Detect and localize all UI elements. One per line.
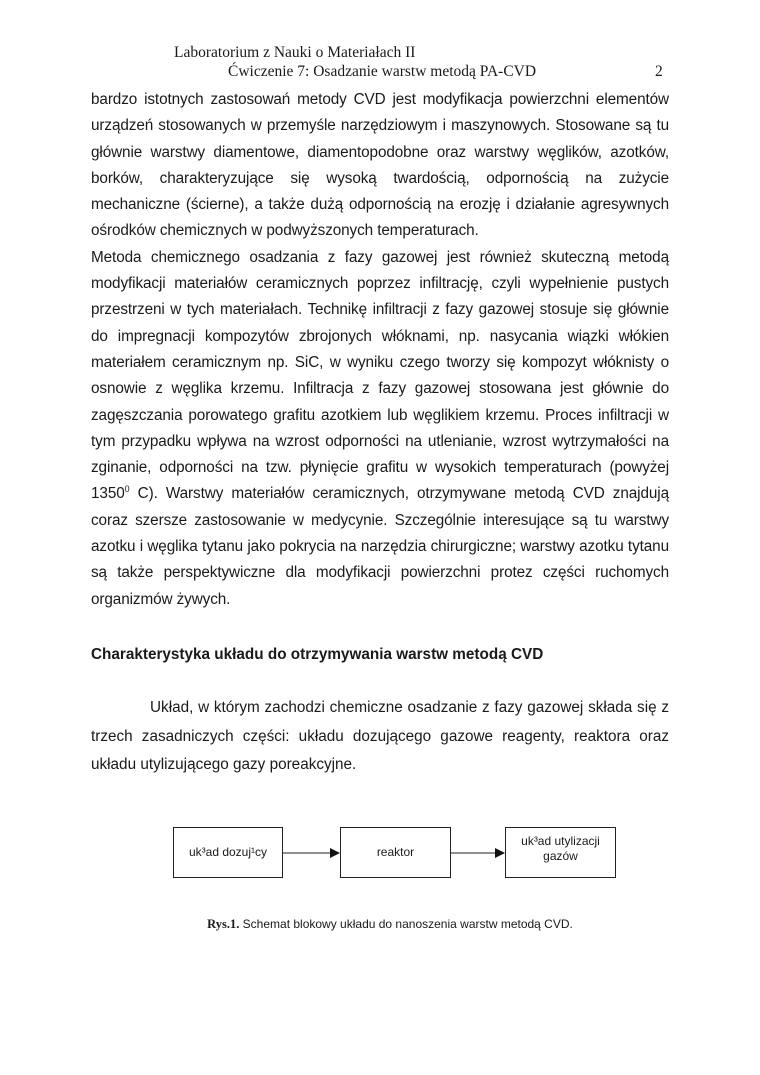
section-intro-paragraph: Układ, w którym zachodzi chemiczne osadzanie z fazy gazowej składa się z trzech zasadniczych części: układu dozującego gazowe reagenty, reaktora oraz układu utylizującego gazy poreakcyjne. <box>91 699 669 773</box>
section-heading: Charakterystyka układu do otrzymywania warstw metodą CVD <box>91 646 544 663</box>
page-number: 2 <box>655 63 663 80</box>
header-course-title: Laboratorium z Nauki o Materiałach II <box>174 44 416 61</box>
diagram-box-reactor-label: reaktor <box>376 845 415 859</box>
arrow-head-dosing-to-reactor <box>330 848 340 858</box>
arrow-head-reactor-to-utilization <box>495 848 505 858</box>
figure-caption-text: Schemat blokowy układu do nanoszenia warstw metodą CVD. <box>239 917 573 931</box>
paragraph-cvd-applications: bardzo istotnych zastosowań metody CVD jest modyfikacja powierzchni elementów urządzeń stosowanych w przemyśle narzędziowym i maszynowych. Stosowane są tu głównie warstwy diamentowe, diamentopodobne oraz warstwy węglików, azotków, borków, charakteryzujące się wysoką twardością, odpornością na zużycie mechaniczne (ścierne), a także dużą odpornością na erozję i działanie agresywnych ośrodków chemicznych w podwyższonych temperaturach. <box>91 91 669 240</box>
diagram-box-dosing-label: uk³ad dozuj¹cy <box>188 845 268 859</box>
diagram-box-utilization-label-line2: gazów <box>543 848 578 863</box>
degree-superscript: 0 <box>124 484 130 495</box>
diagram-box-utilization-label-line1: uk³ad utylizacji <box>521 833 600 848</box>
figure-caption <box>0 916 760 932</box>
figure-caption-label: Rys.1. <box>207 917 240 931</box>
paragraph-infiltration-part1: Metoda chemicznego osadzania z fazy gazowej jest również skuteczną metodą modyfikacji materiałów ceramicznych poprzez infiltrację, czyli wypełnienie pustych przestrzeni w tych materiałach. Technikę infiltracji z fazy gazowej stosuje się głównie do impregnacji kompozytów zbrojonych włóknami, np. nasycania wiązki włókien materiałem ceramicznym np. SiC, w wyniku czego tworzy się kompozyt włóknisty o osnowie z węglika krzemu. Infiltracja z fazy gazowej stosowana jest głównie do zagęszczania porowatego grafitu azotkiem lub węglikiem krzemu. Proces infiltracji w tym przypadku wpływa na wzrost odporności na utlenianie, wzrost wytrzymałości na zginanie, odporności na tzw. płynięcie grafitu w wysokich temperaturach (powyżej 1350 <box>91 248 669 503</box>
header-exercise-title: Ćwiczenie 7: Osadzanie warstw metodą PA-CVD <box>228 63 537 80</box>
paragraph-infiltration-part2: C). Warstwy materiałów ceramicznych, otrzymywane metodą CVD znajdują coraz szersze zastosowanie w medycynie. Szczególnie interesujące są tu warstwy azotku i węglika tytanu jako pokrycia na narzędzia chirurgiczne; warstwy azotku tytanu są także perspektywiczne dla modyfikacji powierzchni protez części ruchomych organizmów żywych. <box>91 485 669 608</box>
